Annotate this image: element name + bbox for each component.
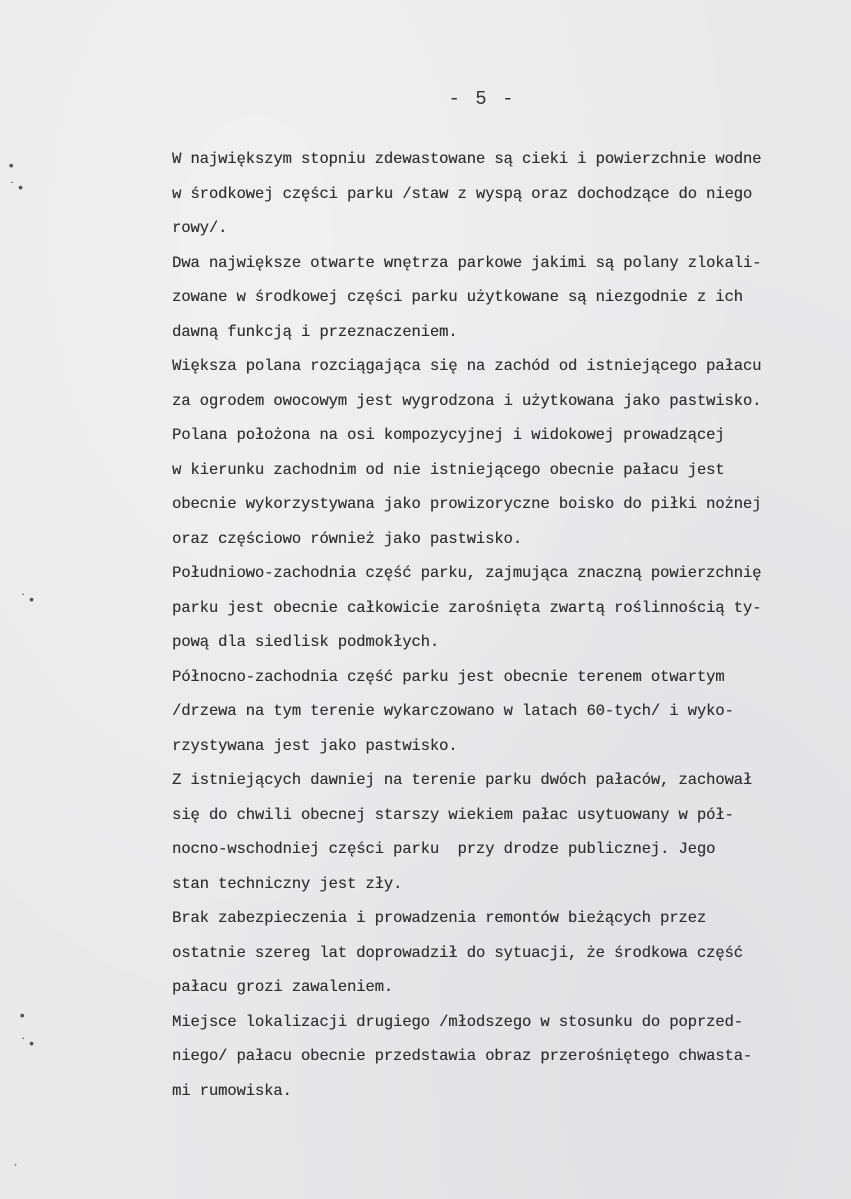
margin-mark: ˙•	[19, 593, 36, 609]
text-line: się do chwili obecnej starszy wiekiem pałac usytuowany w pół-	[172, 805, 734, 824]
text-line: parku jest obecnie całkowicie zarośnięta zwartą roślinnością ty-	[172, 598, 762, 617]
page-number: - 5 -	[448, 88, 516, 110]
text-line: ostatnie szereg lat doprowadził do sytuacji, że środkowa część	[172, 943, 743, 962]
text-line: pałacu grozi zawaleniem.	[172, 978, 393, 996]
text-line: w środkowej części parku /staw z wyspą oraz dochodzące do niego	[172, 184, 753, 203]
text-line: za ogrodem owocowym jest wygrodzona i użytkowana jako pastwisko.	[172, 391, 762, 410]
text-line: w kierunku zachodnim od nie istniejącego obecnie pałacu jest	[172, 460, 725, 479]
text-line: Miejsce lokalizacji drugiego /młodszego w stosunku do poprzed-	[172, 1012, 743, 1031]
text-line: niego/ pałacu obecnie przedstawia obraz przerośniętego chwasta-	[172, 1047, 753, 1065]
text-line: rowy/.	[172, 219, 228, 237]
margin-mark: •	[7, 159, 16, 175]
margin-mark: •	[18, 1009, 27, 1025]
text-line: Polana położona na osi kompozycyjnej i widokowej prowadzącej	[172, 426, 725, 444]
text-line: Dwa największe otwarte wnętrza parkowe jakimi są polany zlokali-	[172, 253, 762, 272]
margin-mark: ˙•	[8, 181, 25, 197]
text-line: nocno-wschodniej części parku przy drodze publicznej. Jego	[172, 840, 716, 858]
margin-mark: ˙•	[19, 1037, 36, 1053]
text-line: W największym stopniu zdewastowane są cieki i powierzchnie wodne	[172, 150, 762, 168]
margin-mark: ¸	[14, 1157, 21, 1168]
text-line: Brak zabezpieczenia i prowadzenia remontów bieżących przez	[172, 909, 707, 927]
text-line: pową dla siedlisk podmokłych.	[172, 633, 440, 651]
typed-text-body	[172, 142, 842, 1108]
text-line: Południowo-zachodnia część parku, zajmująca znaczną powierzchnię	[172, 564, 762, 582]
text-line: oraz częściowo również jako pastwisko.	[172, 529, 522, 548]
text-line: rzystywana jest jako pastwisko.	[172, 736, 458, 755]
text-line: Większa polana rozciągająca się na zachód od istniejącego pałacu	[172, 357, 762, 375]
text-line: stan techniczny jest zły.	[172, 874, 403, 893]
text-line: /drzewa na tym terenie wykarczowano w latach 60-tych/ i wyko-	[172, 702, 734, 720]
text-line: dawną funkcją i przeznaczeniem.	[172, 322, 458, 341]
text-line: zowane w środkowej części parku użytkowane są niezgodnie z ich	[172, 288, 743, 306]
text-line: obecnie wykorzystywana jako prowizoryczne boisko do piłki nożnej	[172, 495, 762, 513]
text-line: Północno-zachodnia część parku jest obecnie terenem otwartym	[172, 667, 725, 686]
text-line: Z istniejących dawniej na terenie parku dwóch pałaców, zachował	[172, 771, 753, 789]
text-line: mi rumowiska.	[172, 1081, 292, 1100]
